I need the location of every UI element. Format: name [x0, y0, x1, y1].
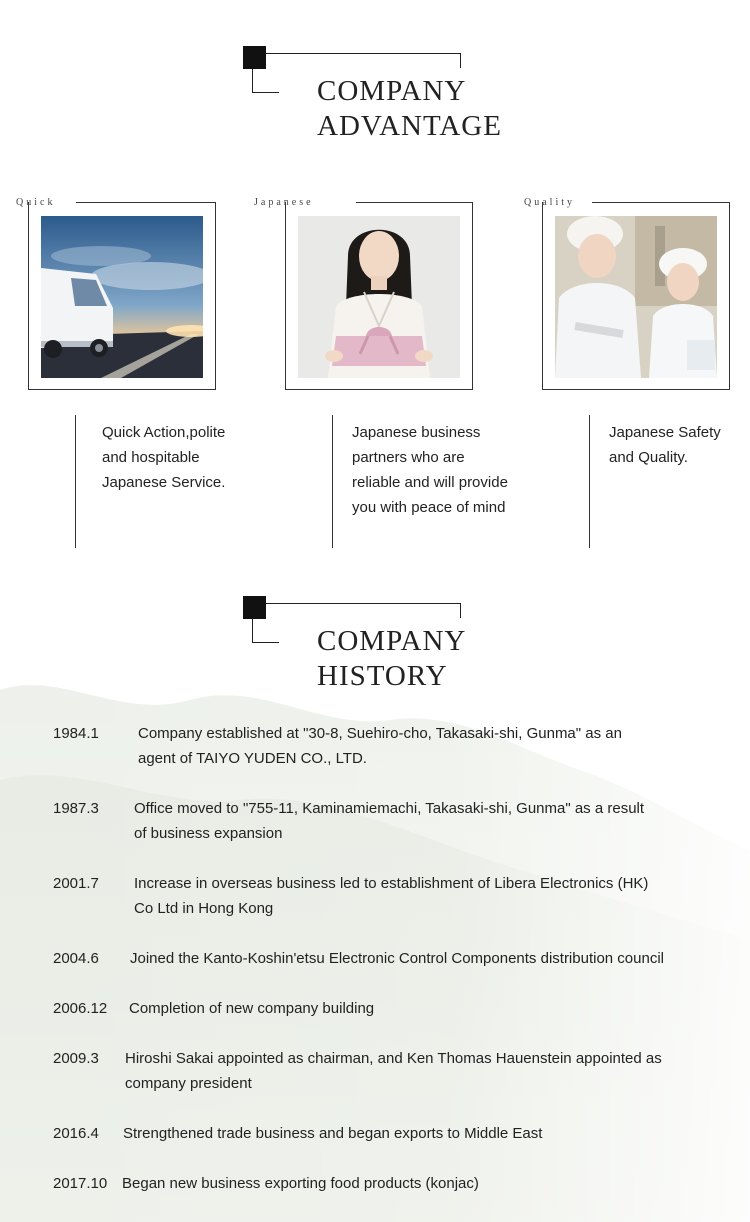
- event-text: of business expansion: [134, 825, 283, 842]
- card-caption: Quick: [16, 197, 56, 208]
- advantage-title: COMPANY ADVANTAGE: [317, 75, 502, 142]
- event-year: 2016.4: [53, 1125, 99, 1142]
- event-text: Hiroshi Sakai appointed as chairman, and Ken Thomas Hauenstein appointed as: [125, 1050, 662, 1067]
- food-safety-workers-photo: [555, 216, 717, 378]
- desc-line: Quick Action,polite: [102, 424, 226, 441]
- desc-line: and hospitable: [102, 449, 200, 466]
- event-text: Strengthened trade business and began exports to Middle East: [123, 1125, 543, 1142]
- advantage-card-quick: [16, 197, 232, 391]
- event-text: Co Ltd in Hong Kong: [134, 900, 274, 917]
- advantage-desc-quick: [75, 415, 226, 548]
- event-year: 2004.6: [53, 950, 99, 967]
- event-year: 1987.3: [53, 800, 99, 817]
- advantage-desc-quality: [589, 415, 721, 548]
- desc-line: and Quality.: [609, 449, 688, 466]
- advantage-desc-japanese: [332, 415, 508, 548]
- title-square-decoration: [243, 46, 266, 69]
- event-year: 2009.3: [53, 1050, 99, 1067]
- event-text: Joined the Kanto-Koshin'etsu Electronic Control Components distribution council: [130, 950, 664, 967]
- advantage-card-japanese: [254, 197, 489, 391]
- desc-line: you with peace of mind: [352, 499, 506, 516]
- event-text: Office moved to "755-11, Kaminamiemachi, Takasaki-shi, Gunma" as a result: [134, 800, 645, 817]
- desc-line: Japanese Service.: [102, 474, 226, 491]
- event-year: 1984.1: [53, 725, 99, 742]
- woman-with-gift-photo: [298, 216, 460, 378]
- event-text: agent of TAIYO YUDEN CO., LTD.: [138, 750, 367, 767]
- desc-line: partners who are: [352, 449, 465, 466]
- desc-line: Japanese Safety: [609, 424, 721, 441]
- event-text: company president: [125, 1075, 252, 1092]
- event-year: 2017.10: [53, 1175, 108, 1192]
- desc-line: Japanese business: [352, 424, 481, 441]
- event-text: Began new business exporting food products (konjac): [122, 1175, 479, 1192]
- card-caption: Quality: [524, 197, 575, 208]
- event-text: Increase in overseas business led to establishment of Libera Electronics (HK): [134, 875, 649, 892]
- event-year: 2001.7: [53, 875, 99, 892]
- event-text: Company established at "30-8, Suehiro-cho, Takasaki-shi, Gunma" as an: [138, 725, 622, 742]
- advantage-card-quality: [524, 197, 746, 391]
- desc-line: reliable and will provide: [352, 474, 508, 491]
- event-text: Completion of new company building: [129, 1000, 375, 1017]
- event-year: 2006.12: [53, 1000, 108, 1017]
- title-square-decoration: [243, 596, 266, 619]
- delivery-van-photo: [41, 216, 203, 378]
- advantage-title-block: [243, 46, 503, 146]
- history-title: COMPANY HISTORY: [317, 625, 467, 692]
- card-caption: Japanese: [254, 197, 314, 208]
- history-title-block: [243, 596, 503, 696]
